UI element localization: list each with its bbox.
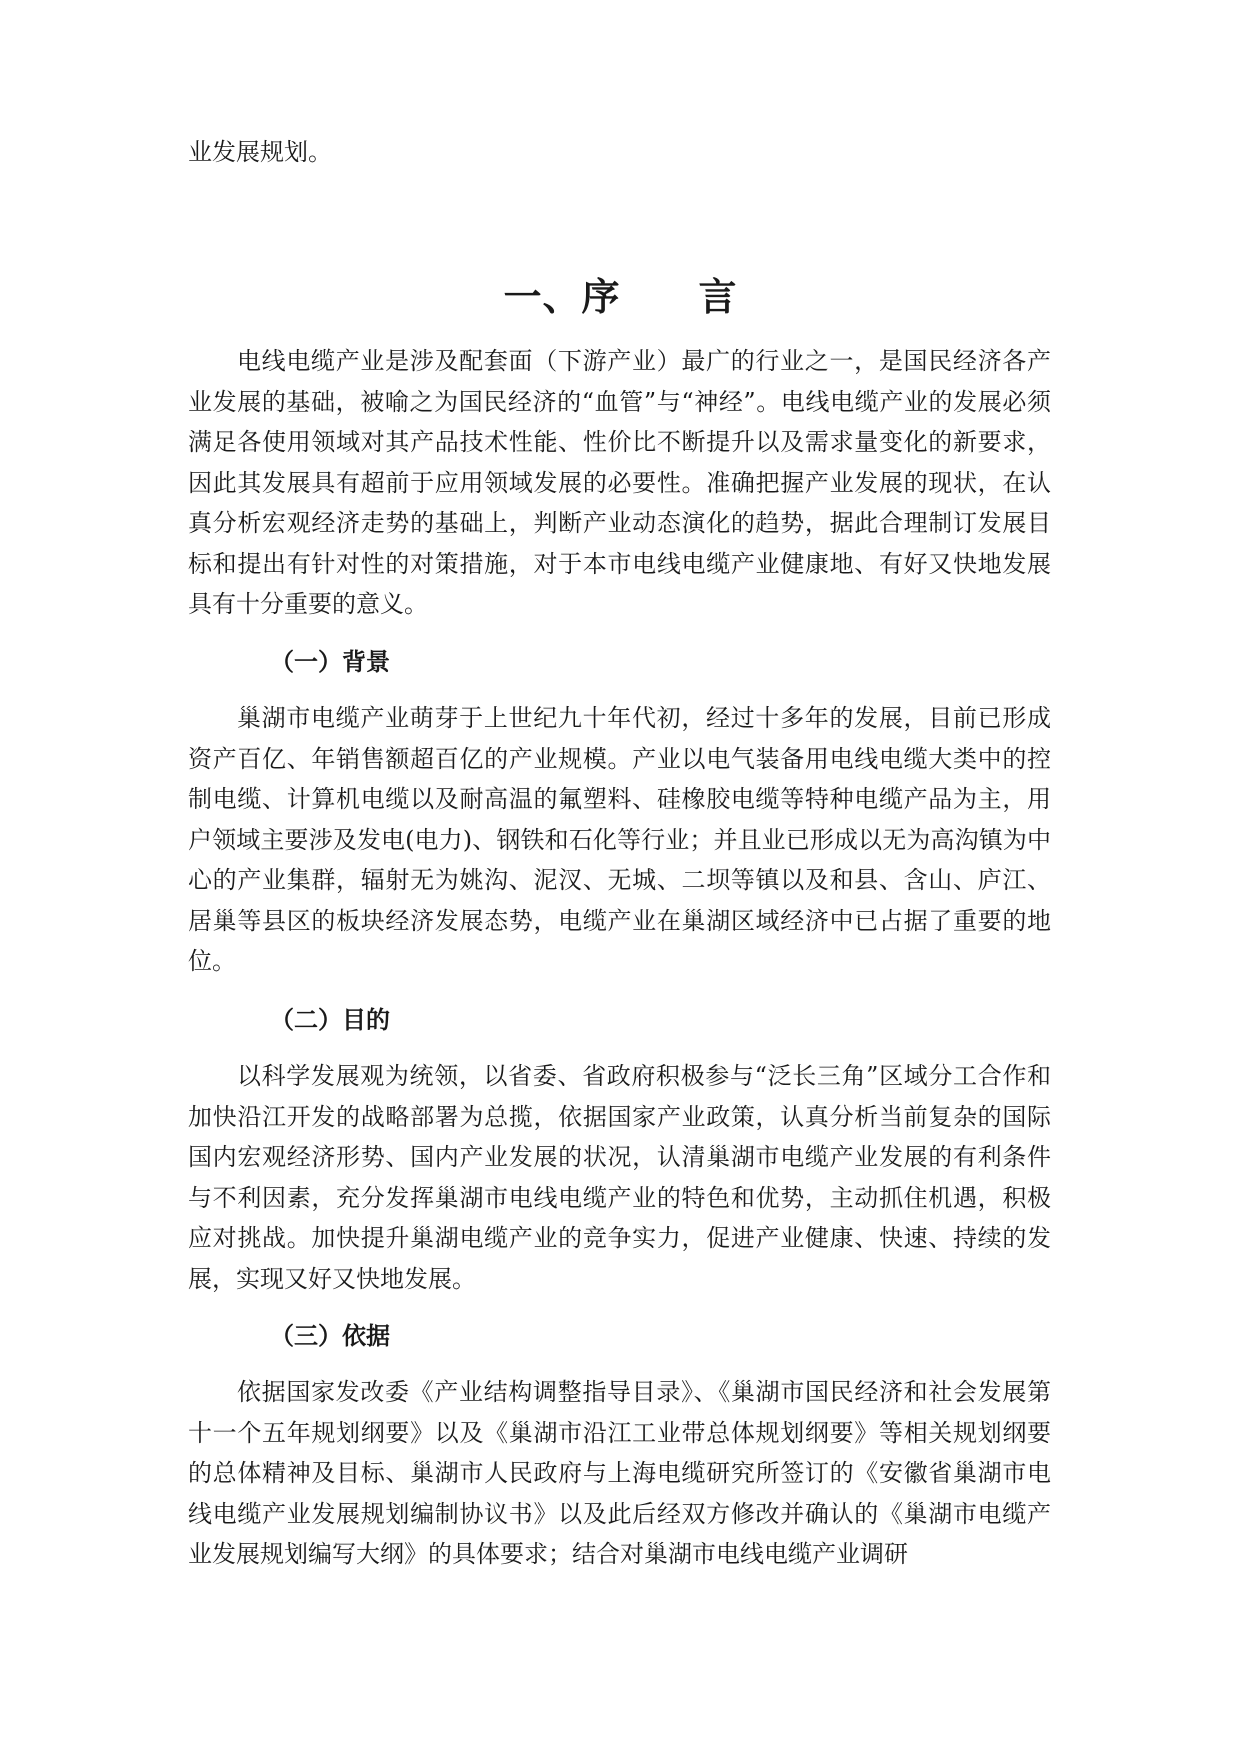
paragraph-background: 巢湖市电缆产业萌芽于上世纪九十年代初，经过十多年的发展，目前已形成资产百亿、年销售额超百亿的产业规模。产业以电气装备用电线电缆大类中的控制电缆、计算机电缆以及耐高温的氟塑料、硅橡胶电缆等特种电缆产品为主，用户领域主要涉及发电(电力)、钢铁和石化等行业；并且业已形成以无为高沟镇为中心的产业集群，辐射无为姚沟、泥汊、无城、二坝等镇以及和县、含山、庐江、居巢等县区的板块经济发展态势，电缆产业在巢湖区域经济中已占据了重要的地位。 [188, 704, 1051, 975]
subsection-heading-background: （一）背景 [270, 648, 390, 676]
section-title: 一、序 言 [503, 275, 738, 319]
paragraph-purpose: 以科学发展观为统领，以省委、省政府积极参与“泛长三角”区域分工合作和加快沿江开发的战略部署为总揽，依据国家产业政策，认真分析当前复杂的国际国内宏观经济形势、国内产业发展的状况，认清巢湖市电缆产业发展的有利条件与不利因素，充分发挥巢湖市电线电缆产业的特色和优势，主动抓住机遇，积极应对挑战。加快提升巢湖电缆产业的竞争实力，促进产业健康、快速、持续的发展，实现又好又快地发展。 [188, 1062, 1051, 1293]
paragraph-basis: 依据国家发改委《产业结构调整指导目录》、《巢湖市国民经济和社会发展第十一个五年规划纲要》以及《巢湖市沿江工业带总体规划纲要》等相关规划纲要的总体精神及目标、巢湖市人民政府与上海电缆研究所签订的《安徽省巢湖市电线电缆产业发展规划编制协议书》以及此后经双方修改并确认的《巢湖市电缆产业发展规划编写大纲》的具体要求；结合对巢湖市电线电缆产业调研 [188, 1378, 1051, 1568]
intro-paragraph: 电线电缆产业是涉及配套面（下游产业）最广的行业之一，是国民经济各产业发展的基础，被喻之为国民经济的“血管”与“神经”。电线电缆产业的发展必须满足各使用领域对其产品技术性能、性价比不断提升以及需求量变化的新要求，因此其发展具有超前于应用领域发展的必要性。准确把握产业发展的现状，在认真分析宏观经济走势的基础上，判断产业动态演化的趋势，据此合理制订发展目标和提出有针对性的对策措施，对于本市电线电缆产业健康地、有好又快地发展具有十分重要的意义。 [188, 347, 1051, 618]
subsection-heading-purpose: （二）目的 [270, 1006, 390, 1034]
subsection-heading-basis: （三）依据 [270, 1322, 390, 1350]
continuation-text: 业发展规划。 [188, 138, 332, 166]
